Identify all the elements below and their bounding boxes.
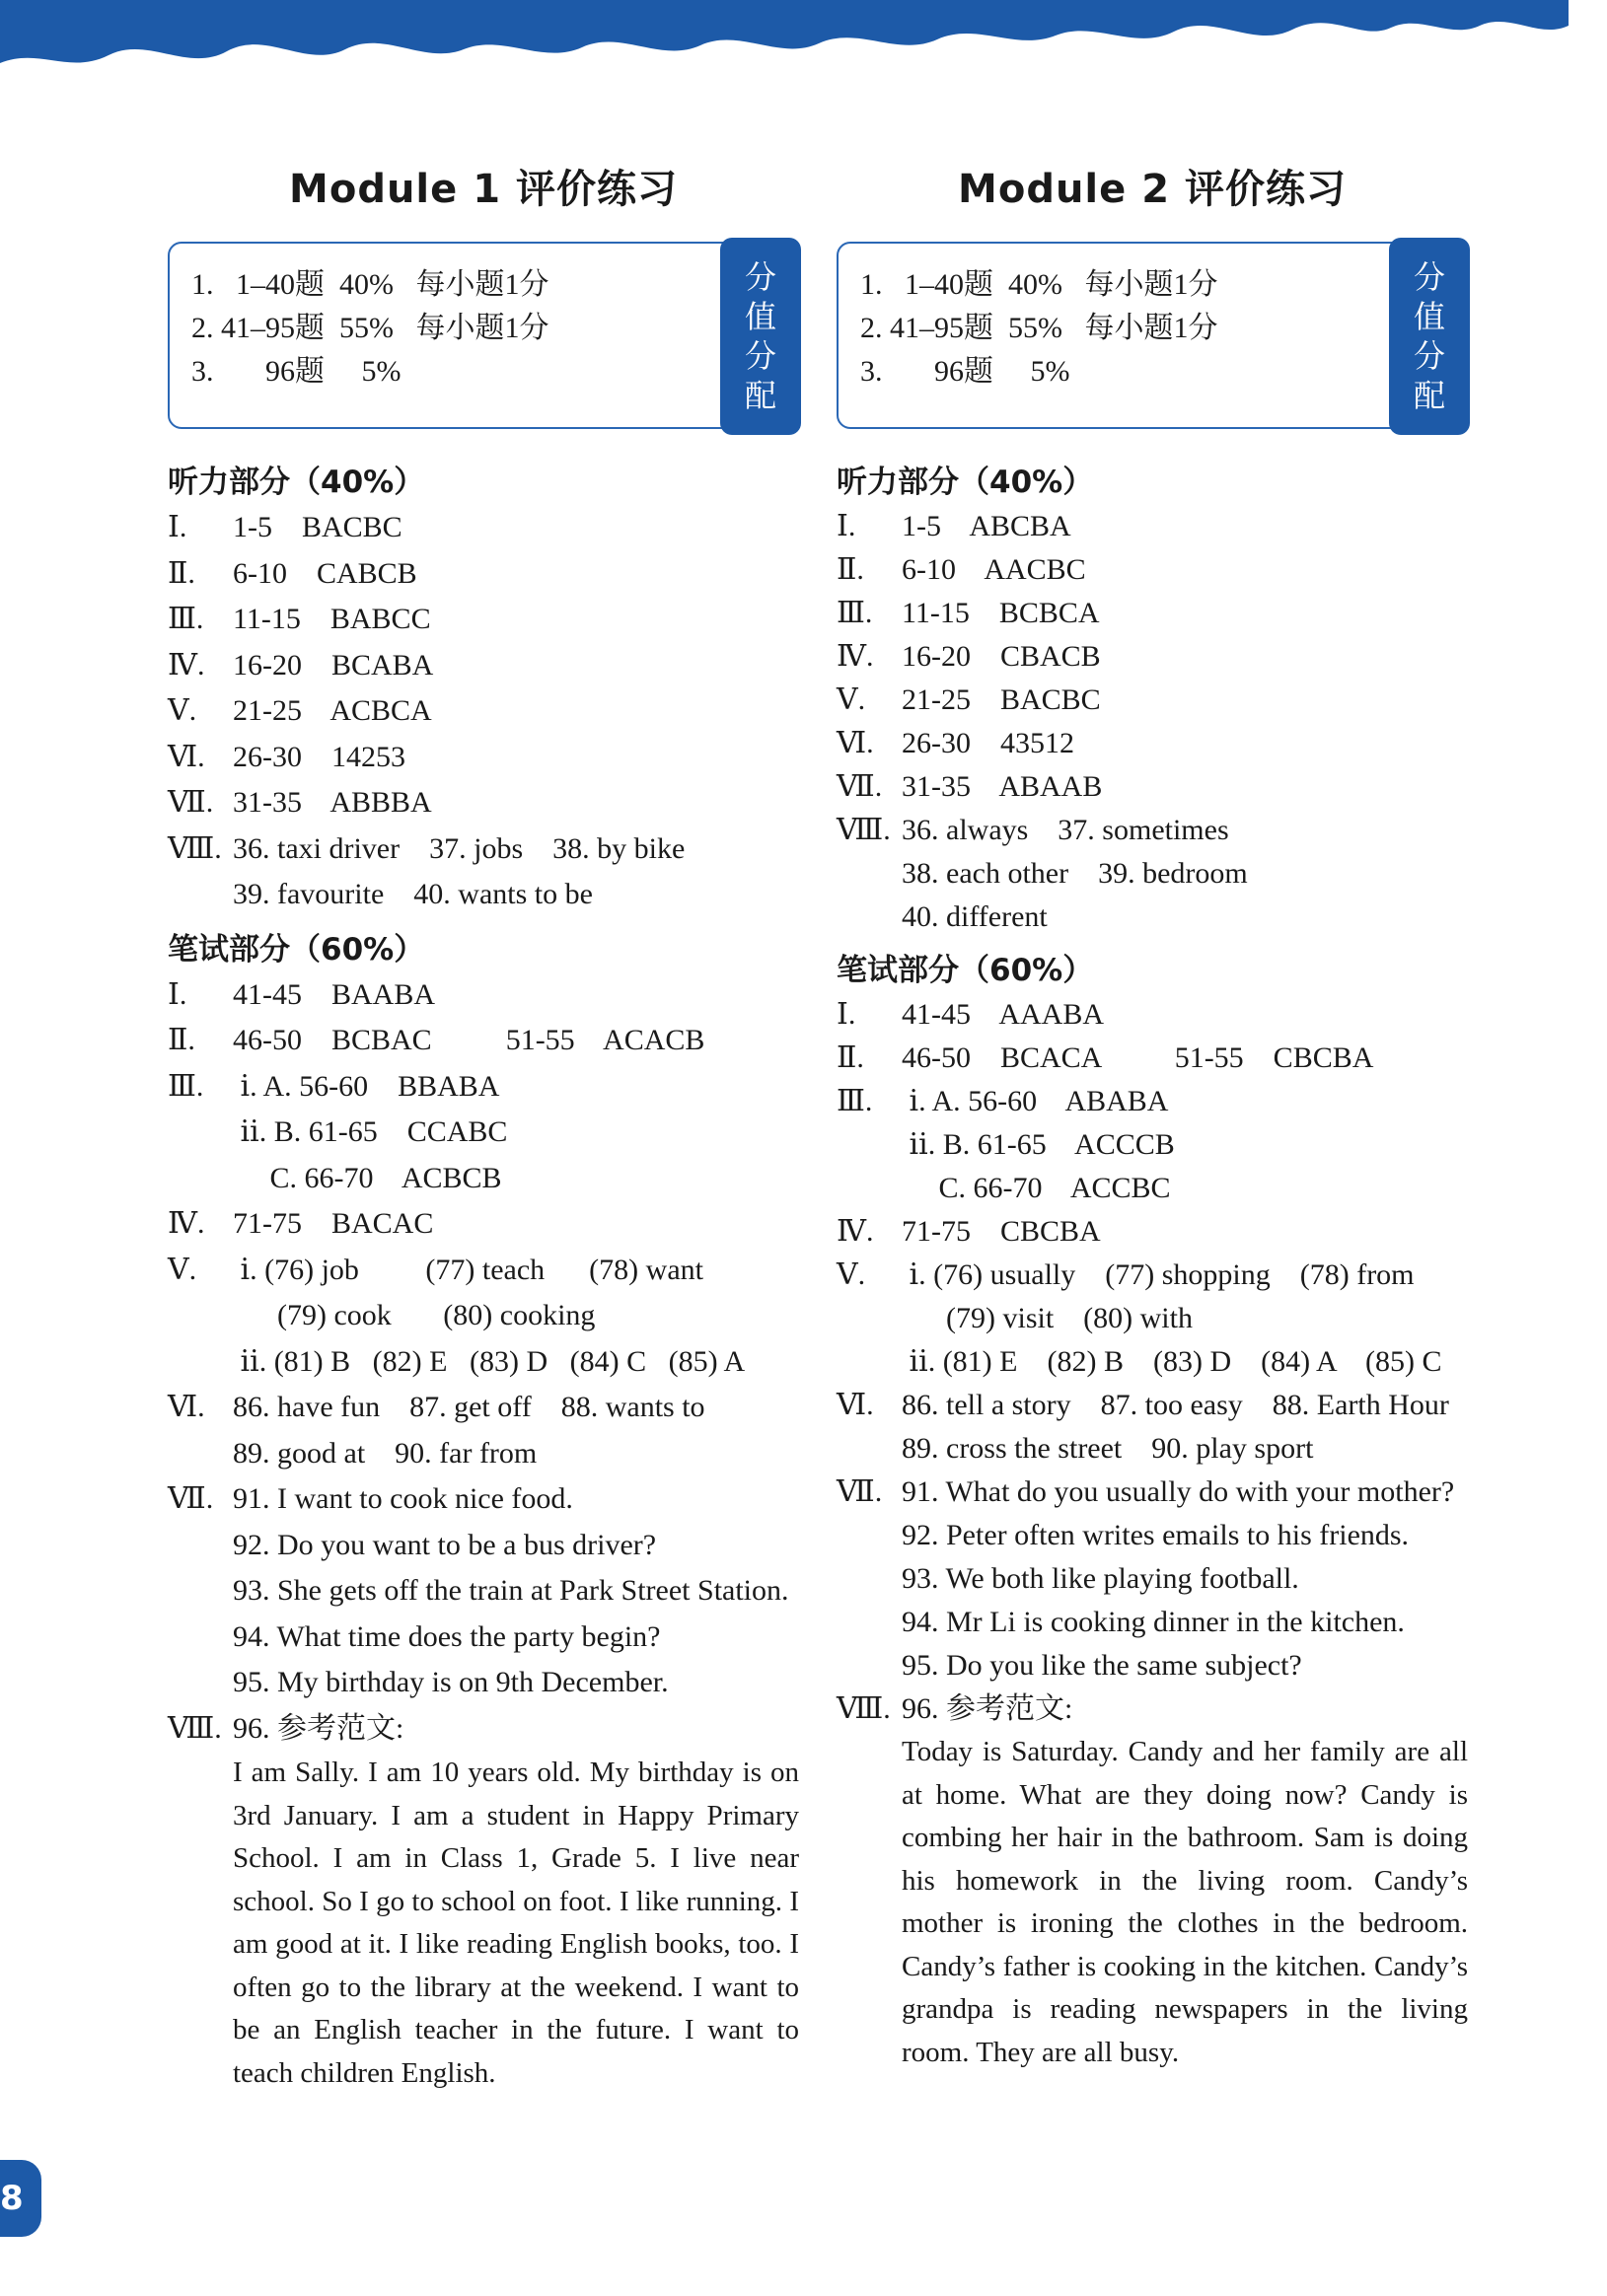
answer-section-number: Ⅳ. [168, 648, 205, 682]
answer-row [837, 1254, 1468, 1297]
answer-row [168, 1201, 799, 1248]
page-number: 8 [0, 2179, 24, 2218]
answer-row [837, 1297, 1468, 1340]
tab-char: 分 [1413, 258, 1445, 296]
answer-section-number [168, 1614, 233, 1661]
answer-text: 31-35 ABBBA [233, 786, 432, 819]
answer-section-number: Ⅵ. [168, 740, 205, 773]
answer-text: 89. good at 90. far from [233, 1436, 538, 1470]
answer-section-number [837, 1167, 902, 1210]
score-line-1: 1. 1–40题 40% 每小题1分 [191, 268, 549, 301]
listening-answers [168, 505, 799, 918]
answer-section-number [837, 1123, 902, 1167]
answer-section-number: Ⅰ. [168, 511, 187, 543]
answer-section-number: Ⅲ. [837, 1085, 873, 1117]
page-number-tab [0, 2160, 41, 2237]
answer-text: 21-25 BACBC [902, 683, 1101, 716]
answer-text: 93. She gets off the train at Park Street Station. [233, 1574, 789, 1607]
answer-text: 94. Mr Li is cooking dinner in the kitchen. [902, 1606, 1405, 1638]
answer-section-number [837, 1297, 902, 1340]
written-answers [837, 993, 1468, 1731]
answer-section-number: Ⅰ. [168, 977, 187, 1011]
written-section-heading: 笔试部分（60%） [168, 931, 425, 968]
answer-section-number: Ⅵ. [837, 727, 874, 759]
answer-text: ⅱ. (81) B (82) E (83) D (84) C (85) A [233, 1344, 746, 1378]
answer-row [168, 1523, 799, 1569]
answer-row [837, 548, 1468, 592]
answer-section-number [168, 1523, 233, 1569]
answer-row [168, 643, 799, 689]
answer-text: 16-20 BCABA [233, 648, 434, 682]
answer-text: ⅰ. A. 56-60 BBABA [233, 1069, 500, 1103]
answer-row [837, 1167, 1468, 1210]
answer-row [837, 1514, 1468, 1557]
answer-text: 91. I want to cook nice food. [233, 1482, 573, 1515]
answer-text: 1-5 BACBC [233, 511, 402, 543]
answer-text: 31-35 ABAAB [902, 770, 1103, 803]
answer-text: 11-15 BABCC [233, 603, 431, 635]
model-essay: I am Sally. I am 10 years old. My birthday is on 3rd January. I am a student in Happy Primary School. I am in Class 1, Grade 5. I live near school. So I go to school on foot. I like running. I am good at it. I like reading English books, too. I often go to the library at the weekend. I want to be an English teacher in the future. I want to teach children English. [233, 1757, 799, 2089]
answer-text: 16-20 CBACB [902, 640, 1101, 673]
answer-row [168, 1293, 799, 1339]
answer-section-number: Ⅳ. [168, 1207, 205, 1240]
answer-section-number [168, 1156, 233, 1202]
score-line-3: 3. 96题 5% [191, 355, 402, 388]
answer-section-number [837, 1340, 902, 1384]
answer-row [168, 551, 799, 598]
answer-text: 96. 参考范文: [233, 1711, 404, 1745]
answer-row [837, 1080, 1468, 1123]
answer-text: 39. favourite 40. wants to be [233, 878, 593, 910]
answer-text: 95. My birthday is on 9th December. [233, 1666, 669, 1698]
answer-text: 89. cross the street 90. play sport [902, 1432, 1314, 1465]
answer-text: C. 66-70 ACCBC [902, 1172, 1171, 1204]
answer-text: 40. different [902, 900, 1048, 933]
module-2-column [837, 148, 1468, 2074]
answer-section-number [168, 1293, 233, 1339]
answer-text: 46-50 BCACA 51-55 CBCBA [902, 1041, 1374, 1074]
answer-row [168, 1339, 799, 1386]
answer-row [168, 1110, 799, 1156]
answer-row [837, 1471, 1468, 1514]
answer-text: 96. 参考范文: [902, 1692, 1073, 1725]
answer-text: 36. taxi driver 37. jobs 38. by bike [233, 831, 686, 865]
answer-section-number [837, 896, 902, 939]
score-line-3: 3. 96题 5% [860, 355, 1070, 388]
answer-row [837, 1687, 1468, 1731]
answer-text: ⅱ. B. 61-65 ACCCB [902, 1128, 1175, 1161]
answer-text: 95. Do you like the same subject? [902, 1649, 1302, 1682]
answer-section-number [837, 1601, 902, 1644]
answer-row [168, 1706, 799, 1753]
answer-row [168, 1476, 799, 1523]
tab-char: 配 [1413, 377, 1445, 414]
listening-section-heading: 听力部分（40%） [837, 465, 1094, 500]
answer-text: 92. Peter often writes emails to his friends. [902, 1519, 1410, 1551]
answer-section-number: Ⅱ. [168, 1024, 195, 1056]
answer-row [168, 735, 799, 781]
answer-row [837, 1427, 1468, 1471]
answer-row [168, 826, 799, 873]
written-answers [168, 972, 799, 1753]
answer-section-number: Ⅶ. [168, 786, 214, 819]
answer-section-number [168, 1110, 233, 1156]
answer-row [168, 1431, 799, 1477]
answer-text: 86. tell a story 87. too easy 88. Earth Hour [902, 1389, 1449, 1421]
answer-row [837, 592, 1468, 635]
answer-section-number: Ⅴ. [837, 683, 866, 716]
module-1-title: Module 1 评价练习 [289, 167, 678, 212]
answer-text: 36. always 37. sometimes [902, 814, 1229, 846]
answer-section-number: Ⅷ. [837, 1692, 891, 1725]
answer-row [837, 1123, 1468, 1167]
tab-char: 配 [744, 377, 776, 414]
answer-row [168, 1660, 799, 1706]
answer-row [837, 765, 1468, 809]
module-2-title: Module 2 评价练习 [958, 167, 1347, 212]
answer-section-number: Ⅷ. [837, 814, 891, 846]
answer-row [837, 809, 1468, 852]
answer-text: 92. Do you want to be a bus driver? [233, 1528, 657, 1561]
answer-text: 38. each other 39. bedroom [902, 857, 1248, 890]
tab-char: 值 [744, 298, 776, 335]
answer-section-number: Ⅷ. [168, 1711, 222, 1745]
answer-text: 46-50 BCBAC 51-55 ACACB [233, 1024, 705, 1056]
answer-text: 6-10 CABCB [233, 556, 417, 590]
answer-section-number: Ⅱ. [837, 553, 864, 586]
answer-text: (79) visit (80) with [902, 1302, 1193, 1334]
answer-section-number: Ⅰ. [837, 510, 856, 542]
answer-section-number: Ⅴ. [168, 1253, 197, 1286]
written-section-heading: 笔试部分（60%） [837, 953, 1094, 988]
module-1-column [168, 148, 799, 2095]
answer-text: 26-30 43512 [902, 727, 1074, 759]
answer-section-number: Ⅶ. [168, 1482, 214, 1515]
answer-text: 86. have fun 87. get off 88. wants to [233, 1391, 705, 1423]
answer-row [168, 505, 799, 551]
answer-row [168, 1018, 799, 1064]
answer-text: 91. What do you usually do with your mother? [902, 1475, 1455, 1508]
score-line-2: 2. 41–95题 55% 每小题1分 [860, 312, 1218, 344]
answer-section-number [168, 872, 233, 918]
answer-section-number [837, 1644, 902, 1687]
answer-section-number: Ⅱ. [168, 556, 195, 590]
answer-section-number [168, 1431, 233, 1477]
answer-row [168, 872, 799, 918]
answer-text: 94. What time does the party begin? [233, 1619, 661, 1653]
model-essay: Today is Saturday. Candy and her family are all at home. What are they doing now? Candy is combing her hair in the bathroom. Sam is doing his homework in the living room. Candy’s mother is ironing the clothes in the bedroom. Candy’s father is cooking in the kitchen. Candy’s grandpa is reading newspapers in the living room. They are all busy. [902, 1736, 1468, 2068]
answer-row [168, 1568, 799, 1614]
answer-section-number: Ⅲ. [837, 597, 873, 629]
tab-char: 分 [1413, 337, 1445, 375]
header-wave-decoration [0, 0, 1607, 89]
answer-section-number: Ⅰ. [837, 998, 856, 1031]
answer-text: 21-25 ACBCA [233, 694, 432, 727]
answer-section-number: Ⅱ. [837, 1041, 864, 1074]
answer-section-number: Ⅳ. [837, 1215, 874, 1248]
answer-row [168, 1156, 799, 1202]
answer-row [168, 597, 799, 643]
answer-row [837, 1340, 1468, 1384]
score-distribution-tab [720, 238, 801, 435]
answer-section-number [168, 1660, 233, 1706]
score-line-1: 1. 1–40题 40% 每小题1分 [860, 268, 1218, 301]
answer-text: 71-75 BACAC [233, 1207, 434, 1240]
answer-row [168, 780, 799, 826]
score-distribution-tab [1389, 238, 1470, 435]
answer-section-number: Ⅲ. [168, 1069, 204, 1103]
answer-row [168, 1385, 799, 1431]
answer-row [837, 1557, 1468, 1601]
tab-char: 分 [744, 258, 776, 296]
answer-row [168, 688, 799, 735]
answer-text: 1-5 ABCBA [902, 510, 1071, 542]
module-1-score-box [168, 242, 799, 429]
answer-row [837, 1601, 1468, 1644]
answer-row [837, 1210, 1468, 1254]
answer-text: ⅱ. B. 61-65 CCABC [233, 1115, 508, 1148]
listening-section-heading: 听力部分（40%） [168, 465, 425, 500]
answer-text: 6-10 AACBC [902, 553, 1086, 586]
answer-section-number: Ⅴ. [837, 1258, 866, 1291]
answer-text: 11-15 BCBCA [902, 597, 1100, 629]
answer-row [837, 679, 1468, 722]
answer-section-number [837, 852, 902, 896]
listening-answers [837, 505, 1468, 939]
answer-row [837, 722, 1468, 765]
answer-row [837, 1644, 1468, 1687]
answer-section-number: Ⅶ. [837, 770, 883, 803]
answer-row [837, 852, 1468, 896]
tab-char: 分 [744, 337, 776, 375]
answer-row [168, 1064, 799, 1111]
answer-section-number [168, 1339, 233, 1386]
answer-section-number [837, 1514, 902, 1557]
answer-text: 41-45 BAABA [233, 977, 436, 1011]
answer-row [837, 896, 1468, 939]
answer-row [837, 505, 1468, 548]
answer-text: ⅰ. A. 56-60 ABABA [902, 1085, 1169, 1117]
answer-text: (79) cook (80) cooking [233, 1299, 596, 1331]
answer-row [837, 635, 1468, 679]
answer-text: ⅱ. (81) E (82) B (83) D (84) A (85) C [902, 1345, 1442, 1378]
answer-section-number: Ⅷ. [168, 831, 222, 865]
answer-row [168, 1614, 799, 1661]
answer-text: 71-75 CBCBA [902, 1215, 1101, 1248]
answer-section-number: Ⅴ. [168, 694, 197, 727]
answer-row [837, 1384, 1468, 1427]
answer-row [837, 1037, 1468, 1080]
score-line-2: 2. 41–95题 55% 每小题1分 [191, 312, 549, 344]
answer-section-number: Ⅲ. [168, 603, 204, 635]
module-2-score-box [837, 242, 1468, 429]
answer-text: 41-45 AAABA [902, 998, 1105, 1031]
answer-text: ⅰ. (76) usually (77) shopping (78) from [902, 1258, 1415, 1291]
answer-section-number: Ⅵ. [168, 1391, 205, 1423]
answer-section-number: Ⅵ. [837, 1389, 874, 1421]
answer-section-number [837, 1427, 902, 1471]
answer-section-number: Ⅶ. [837, 1475, 883, 1508]
answer-row [168, 1248, 799, 1294]
answer-section-number [168, 1568, 233, 1614]
answer-section-number: Ⅳ. [837, 640, 874, 673]
answer-text: 26-30 14253 [233, 740, 405, 773]
tab-char: 值 [1413, 298, 1445, 335]
answer-text: 93. We both like playing football. [902, 1562, 1299, 1595]
answer-text: C. 66-70 ACBCB [233, 1161, 502, 1194]
answer-row [168, 972, 799, 1019]
answer-row [837, 993, 1468, 1037]
answer-section-number [837, 1557, 902, 1601]
answer-text: ⅰ. (76) job (77) teach (78) want [233, 1253, 703, 1286]
